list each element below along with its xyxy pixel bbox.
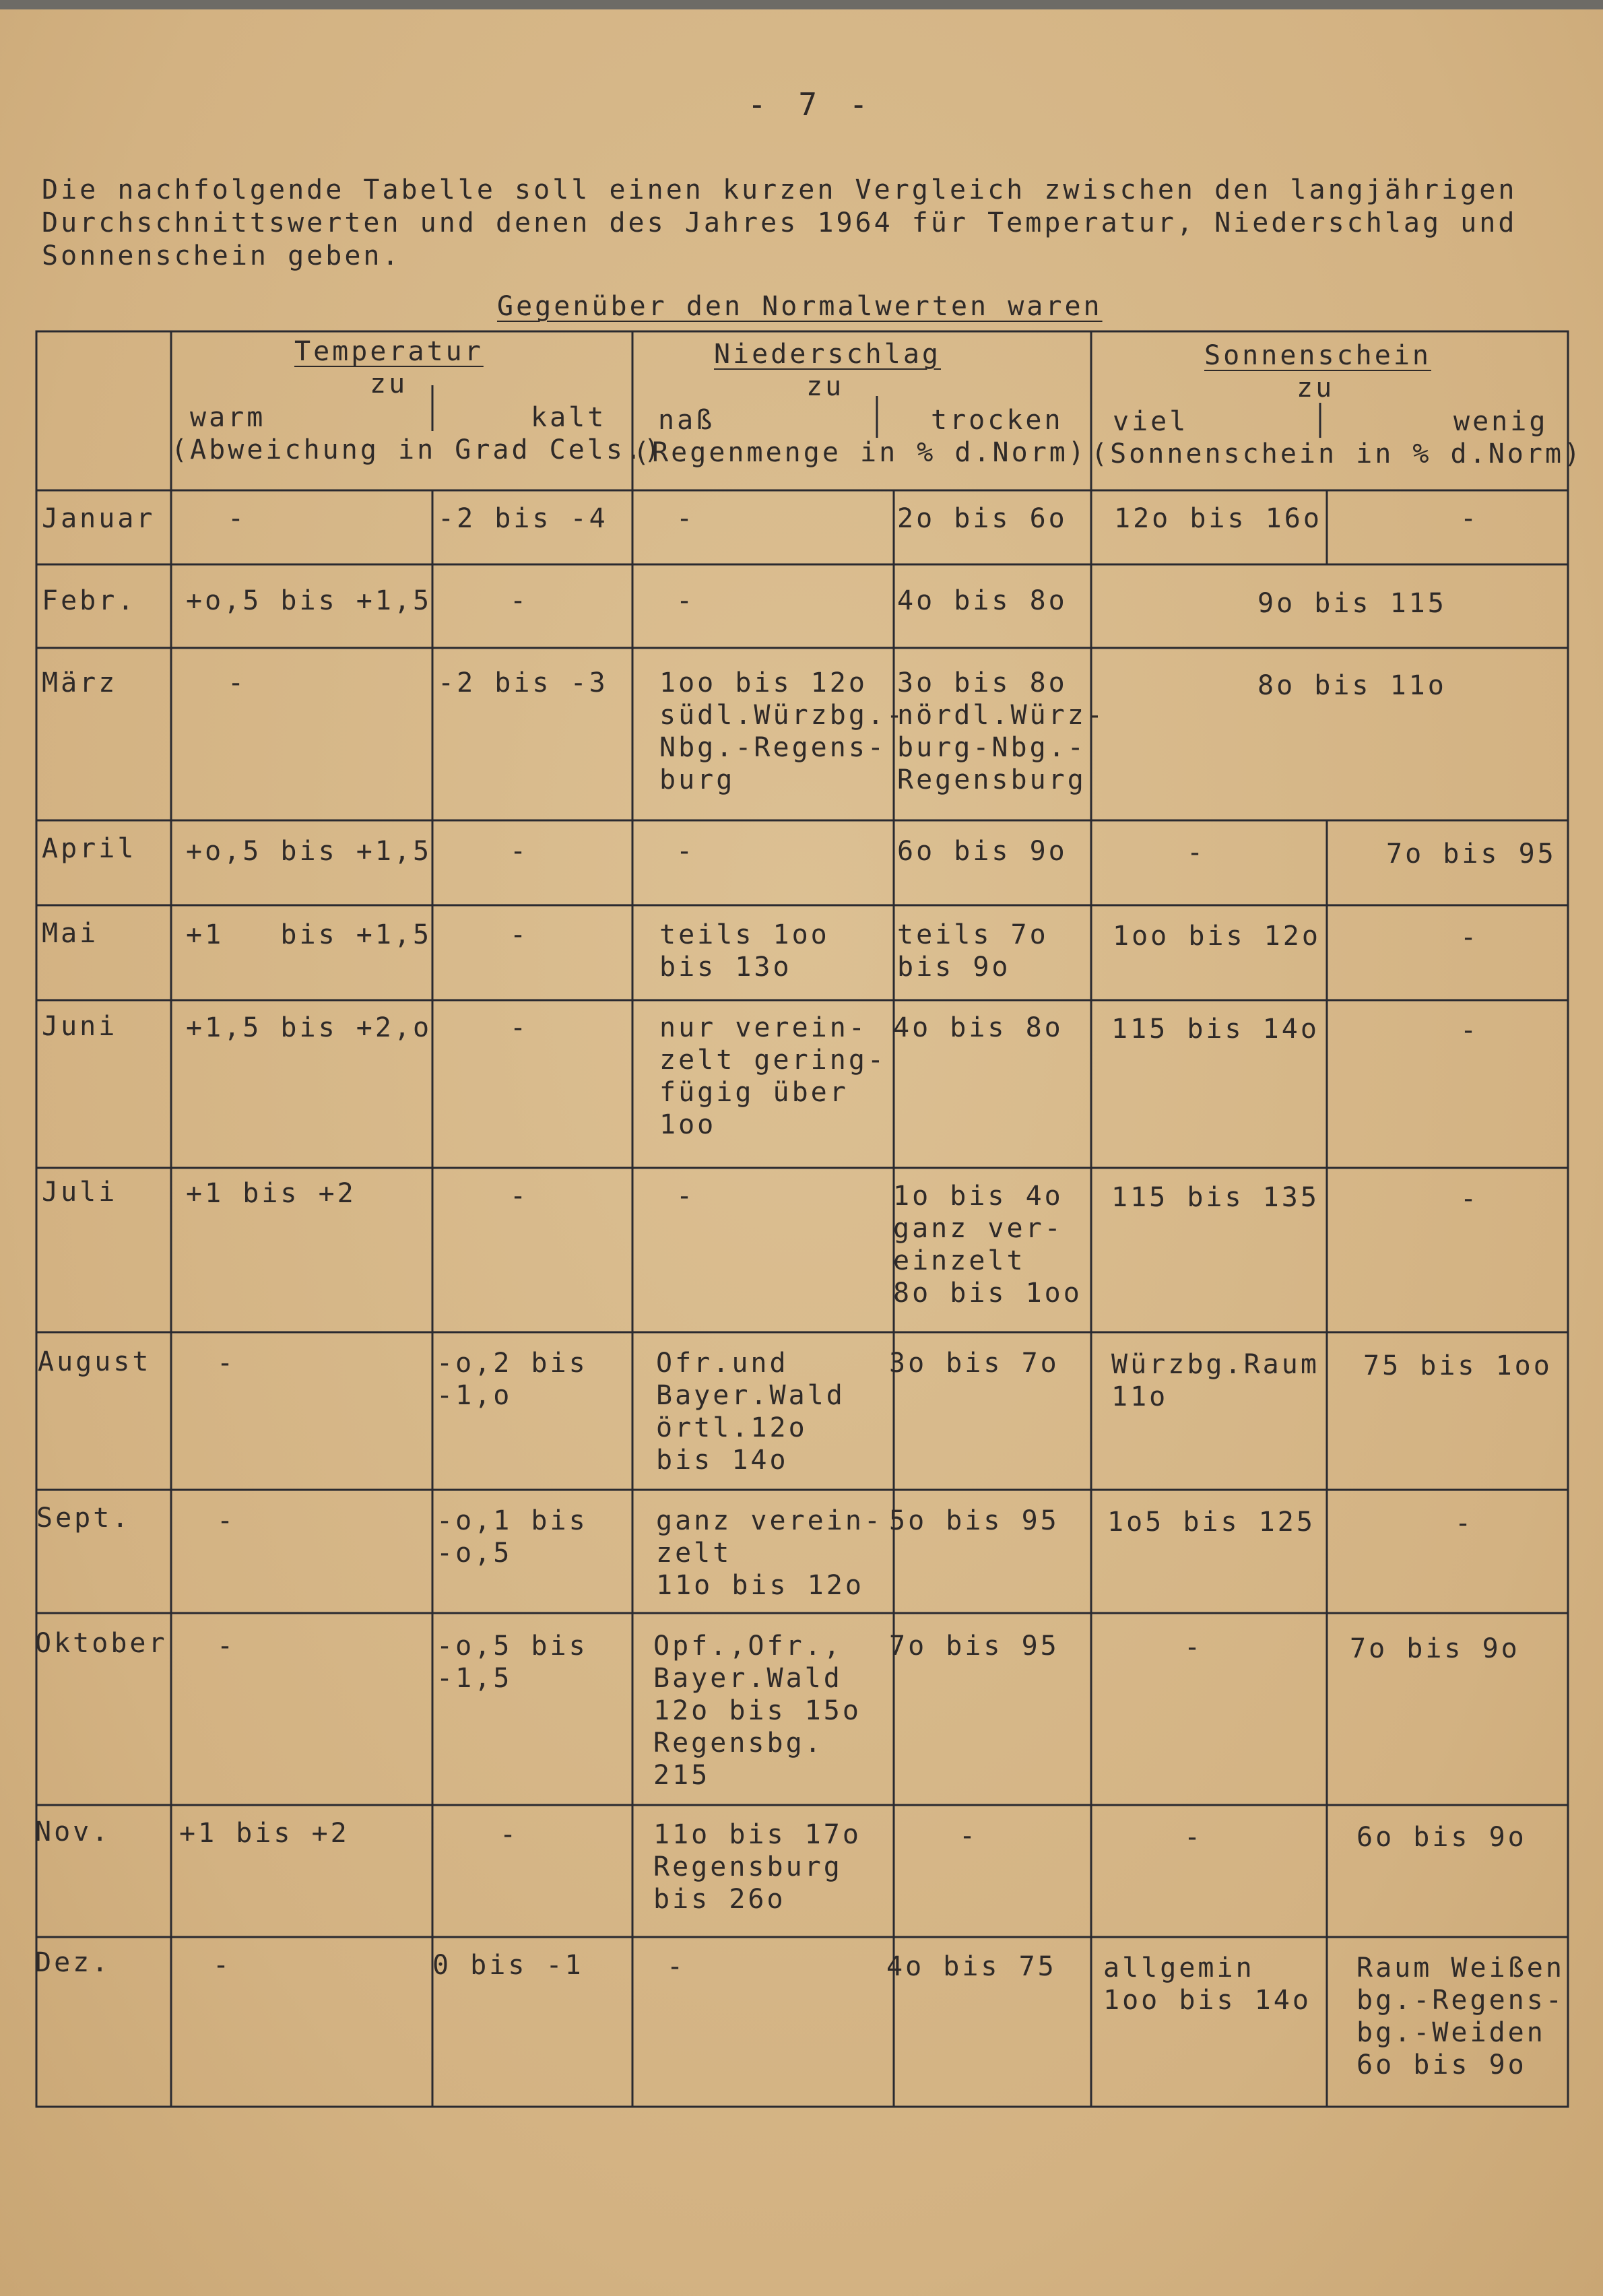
kalt-cell: - <box>510 585 529 616</box>
kalt-cell: 0 bis -1 <box>432 1950 584 1981</box>
sonne-cell: 9o bis 115 <box>1257 588 1447 619</box>
nass-cell: - <box>676 1181 696 1212</box>
scan-top-edge <box>0 0 1603 9</box>
trocken-cell: 7o bis 95 <box>889 1631 1059 1662</box>
viel-cell: 12o bis 16o <box>1114 503 1322 534</box>
viel-cell: allgemin 1oo bis 14o <box>1103 1953 1311 2016</box>
viel-cell: 115 bis 135 <box>1111 1182 1319 1213</box>
trocken-cell: 2o bis 6o <box>897 503 1068 534</box>
header-viel: viel <box>1113 406 1189 437</box>
nass-cell: - <box>676 585 696 616</box>
warm-cell: - <box>228 667 247 698</box>
wenig-cell: Raum Weißen bg.-Regens- bg.-Weiden 6o bis 9o <box>1356 1953 1565 2080</box>
header-warm: warm <box>190 402 266 433</box>
intro-line: Die nachfolgende Tabelle soll einen kurzen Vergleich zwischen den langjährigen <box>42 174 1517 205</box>
header-temperatur: Temperatur <box>294 336 484 367</box>
nass-cell: - <box>676 836 696 867</box>
wenig-cell: - <box>1460 1183 1480 1214</box>
kalt-cell: - <box>510 836 529 867</box>
kalt-cell: - <box>510 919 529 950</box>
header-nass: naß <box>658 405 715 436</box>
kalt-cell: -2 bis -4 <box>438 503 608 534</box>
warm-cell: +1 bis +2 <box>179 1818 350 1849</box>
viel-cell: - <box>1184 1822 1204 1853</box>
warm-cell: +1 bis +2 <box>186 1178 356 1209</box>
month-cell: Febr. <box>42 585 137 616</box>
trocken-cell: 6o bis 9o <box>897 836 1068 867</box>
wenig-cell: - <box>1455 1508 1474 1539</box>
nass-cell: ganz verein- zelt 11o bis 12o <box>656 1505 883 1601</box>
header-niederschlag-zu: zu <box>806 371 845 402</box>
month-cell: August <box>38 1346 152 1377</box>
nass-cell: nur verein- zelt gering- fügig über 1oo <box>659 1012 886 1140</box>
month-cell: Juni <box>42 1011 118 1042</box>
wenig-cell: - <box>1460 503 1480 534</box>
trocken-cell: 4o bis 8o <box>893 1012 1064 1043</box>
intro-line: Durchschnittswerten und denen des Jahres 1964 für Temperatur, Niederschlag und <box>42 207 1517 238</box>
header-temperatur-zu: zu <box>370 368 408 399</box>
nass-cell: 11o bis 17o Regensburg bis 26o <box>653 1819 861 1915</box>
kalt-cell: - <box>500 1819 519 1850</box>
viel-cell: - <box>1184 1632 1204 1663</box>
nass-cell: 1oo bis 12o südl.Würzbg.- Nbg.-Regens- burg <box>659 667 906 795</box>
trocken-cell: 1o bis 4o ganz ver- einzelt 8o bis 1oo <box>893 1181 1082 1309</box>
viel-cell: 115 bis 14o <box>1111 1014 1319 1045</box>
month-cell: Januar <box>42 503 156 534</box>
wenig-cell: - <box>1460 922 1480 953</box>
month-cell: März <box>42 667 118 698</box>
header-sonnenschein-unit: (Sonnenschein in % d.Norm) <box>1091 438 1583 469</box>
trocken-cell: 4o bis 75 <box>886 1951 1057 1982</box>
kalt-cell: -o,2 bis -1,o <box>436 1348 588 1411</box>
kalt-cell: -o,5 bis -1,5 <box>436 1631 588 1694</box>
nass-cell: Ofr.und Bayer.Wald örtl.12o bis 14o <box>656 1348 845 1476</box>
trocken-cell: - <box>959 1821 979 1851</box>
trocken-cell: 5o bis 95 <box>889 1505 1059 1536</box>
warm-cell: +o,5 bis +1,5 <box>186 585 432 616</box>
comparison-table <box>35 330 1583 2108</box>
warm-cell: +1 bis +1,5 <box>186 919 432 950</box>
header-trocken: trocken <box>931 405 1064 436</box>
page-number: - 7 - <box>748 86 875 123</box>
warm-cell: - <box>217 1505 236 1536</box>
intro-line: Sonnenschein geben. <box>42 240 401 271</box>
trocken-cell: 3o bis 7o <box>889 1348 1059 1379</box>
header-kalt: kalt <box>531 402 607 433</box>
nass-cell: - <box>676 503 696 534</box>
warm-cell: - <box>217 1348 236 1379</box>
month-cell: Mai <box>42 918 99 949</box>
viel-cell: 1o5 bis 125 <box>1107 1507 1315 1538</box>
month-cell: Nov. <box>35 1816 111 1847</box>
viel-cell: - <box>1187 837 1206 868</box>
kalt-cell: - <box>510 1012 529 1043</box>
nass-cell: - <box>667 1951 686 1982</box>
month-cell: April <box>42 833 137 864</box>
header-niederschlag-unit: (Regenmenge in % d.Norm) <box>633 437 1087 468</box>
nass-cell: Opf.,Ofr., Bayer.Wald 12o bis 15o Regensbg. 215 <box>653 1631 861 1791</box>
nass-cell: teils 1oo bis 13o <box>659 919 830 983</box>
warm-cell: +o,5 bis +1,5 <box>186 836 432 867</box>
header-temperatur-unit: (Abweichung in Grad Cels.) <box>171 434 663 465</box>
month-cell: Juli <box>42 1177 118 1208</box>
header-wenig: wenig <box>1453 406 1548 437</box>
warm-cell: - <box>228 503 247 534</box>
header-niederschlag: Niederschlag <box>714 339 941 370</box>
header-sonnenschein: Sonnenschein <box>1204 340 1431 371</box>
header-sonnenschein-zu: zu <box>1297 372 1335 403</box>
kalt-cell: - <box>510 1181 529 1212</box>
wenig-cell: 6o bis 9o <box>1356 1822 1527 1853</box>
warm-cell: +1,5 bis +2,o <box>186 1012 432 1043</box>
trocken-cell: teils 7o bis 9o <box>897 919 1049 983</box>
wenig-cell: - <box>1460 1015 1480 1046</box>
kalt-cell: -2 bis -3 <box>438 667 608 698</box>
viel-cell: Würzbg.Raum 11o <box>1111 1349 1319 1412</box>
trocken-cell: 4o bis 8o <box>897 585 1068 616</box>
viel-cell: 1oo bis 12o <box>1113 921 1321 952</box>
kalt-cell: -o,1 bis -o,5 <box>436 1505 588 1569</box>
month-cell: Dez. <box>35 1947 111 1978</box>
warm-cell: - <box>217 1631 236 1662</box>
month-cell: Oktober <box>35 1628 168 1659</box>
table-caption: Gegenüber den Normalwerten waren <box>497 291 1103 322</box>
wenig-cell: 7o bis 95 <box>1386 839 1557 870</box>
trocken-cell: 3o bis 8o nördl.Würz- burg-Nbg.- Regensburg <box>897 667 1105 795</box>
intro-paragraph <box>42 174 1517 273</box>
warm-cell: - <box>213 1950 232 1981</box>
wenig-cell: 7o bis 9o <box>1350 1633 1520 1664</box>
month-cell: Sept. <box>36 1503 131 1534</box>
wenig-cell: 75 bis 1oo <box>1363 1350 1552 1381</box>
sonne-cell: 8o bis 11o <box>1257 670 1447 701</box>
